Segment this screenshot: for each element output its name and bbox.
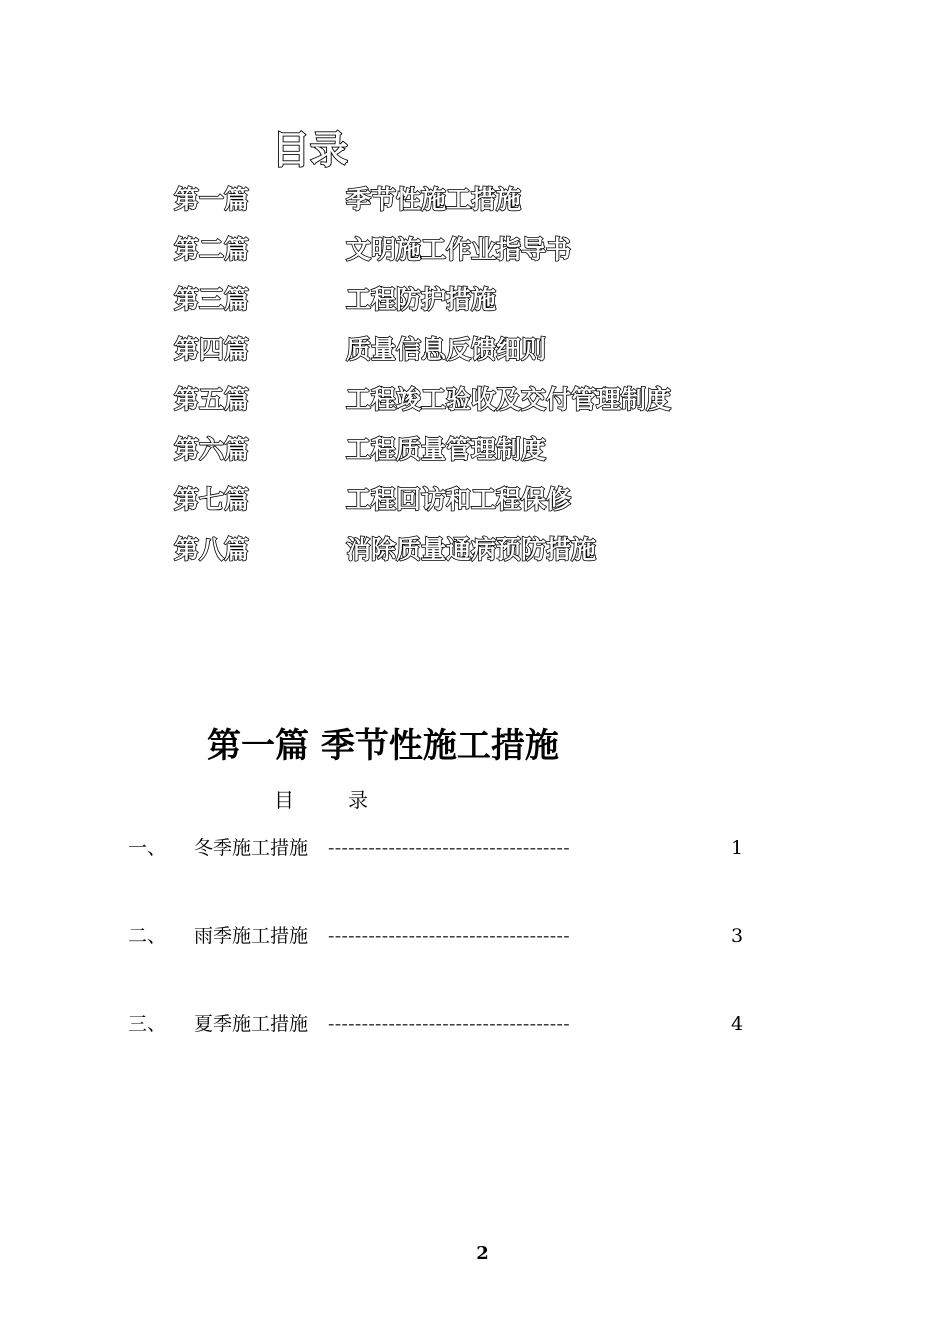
- chapter-toc-entry[interactable]: [128, 922, 748, 1010]
- entry-title: 雨季施工措施: [194, 925, 309, 947]
- master-toc-title: 目录: [272, 128, 349, 172]
- toc-part-label: 第二篇: [174, 235, 250, 264]
- toc-part-label: 第六篇: [174, 435, 250, 464]
- toc-row: [174, 480, 774, 530]
- chapter-toc-heading-char: 目: [274, 788, 294, 812]
- toc-part-label: 第八篇: [174, 535, 250, 564]
- toc-part-label: 第七篇: [174, 485, 250, 514]
- chapter-toc-heading: [274, 786, 368, 814]
- chapter-title: 第一篇 季节性施工措施: [207, 726, 559, 766]
- toc-part-name: 工程质量管理制度: [346, 435, 547, 464]
- entry-page-number: 1: [731, 837, 744, 859]
- toc-part-label: 第四篇: [174, 335, 250, 364]
- toc-part-name: 季节性施工措施: [346, 185, 522, 214]
- toc-row: [174, 380, 774, 430]
- toc-part-label: 第一篇: [174, 185, 250, 214]
- toc-row: [174, 280, 774, 330]
- entry-page-number: 4: [731, 1013, 744, 1035]
- toc-row: [174, 530, 774, 580]
- entry-page-number: 3: [731, 925, 744, 947]
- toc-part-name: 消除质量通病预防措施: [346, 535, 597, 564]
- toc-row: [174, 180, 774, 230]
- toc-part-label: 第五篇: [174, 385, 250, 414]
- toc-part-name: 质量信息反馈细则: [346, 335, 547, 364]
- toc-part-name: 工程回访和工程保修: [346, 485, 572, 514]
- entry-number: 一、: [128, 837, 167, 859]
- entry-number: 二、: [128, 925, 167, 947]
- toc-part-name: 工程防护措施: [346, 285, 497, 314]
- toc-row: [174, 330, 774, 380]
- entry-title: 夏季施工措施: [194, 1013, 309, 1035]
- entry-number: 三、: [128, 1013, 167, 1035]
- chapter-toc-heading-char: 录: [348, 788, 368, 812]
- toc-row: [174, 430, 774, 480]
- page-number: 2: [476, 1243, 489, 1264]
- dot-leader: ------------------------------------: [328, 925, 570, 947]
- toc-part-label: 第三篇: [174, 285, 250, 314]
- chapter-toc-entry[interactable]: [128, 834, 748, 922]
- toc-row: [174, 230, 774, 280]
- dot-leader: ------------------------------------: [328, 837, 570, 859]
- master-toc-list: [174, 180, 774, 580]
- entry-title: 冬季施工措施: [194, 837, 309, 859]
- chapter-toc-entry[interactable]: [128, 1010, 748, 1098]
- chapter-toc-list: [128, 834, 748, 1098]
- dot-leader: ------------------------------------: [328, 1013, 570, 1035]
- toc-part-name: 工程竣工验收及交付管理制度: [346, 385, 672, 414]
- toc-part-name: 文明施工作业指导书: [346, 235, 572, 264]
